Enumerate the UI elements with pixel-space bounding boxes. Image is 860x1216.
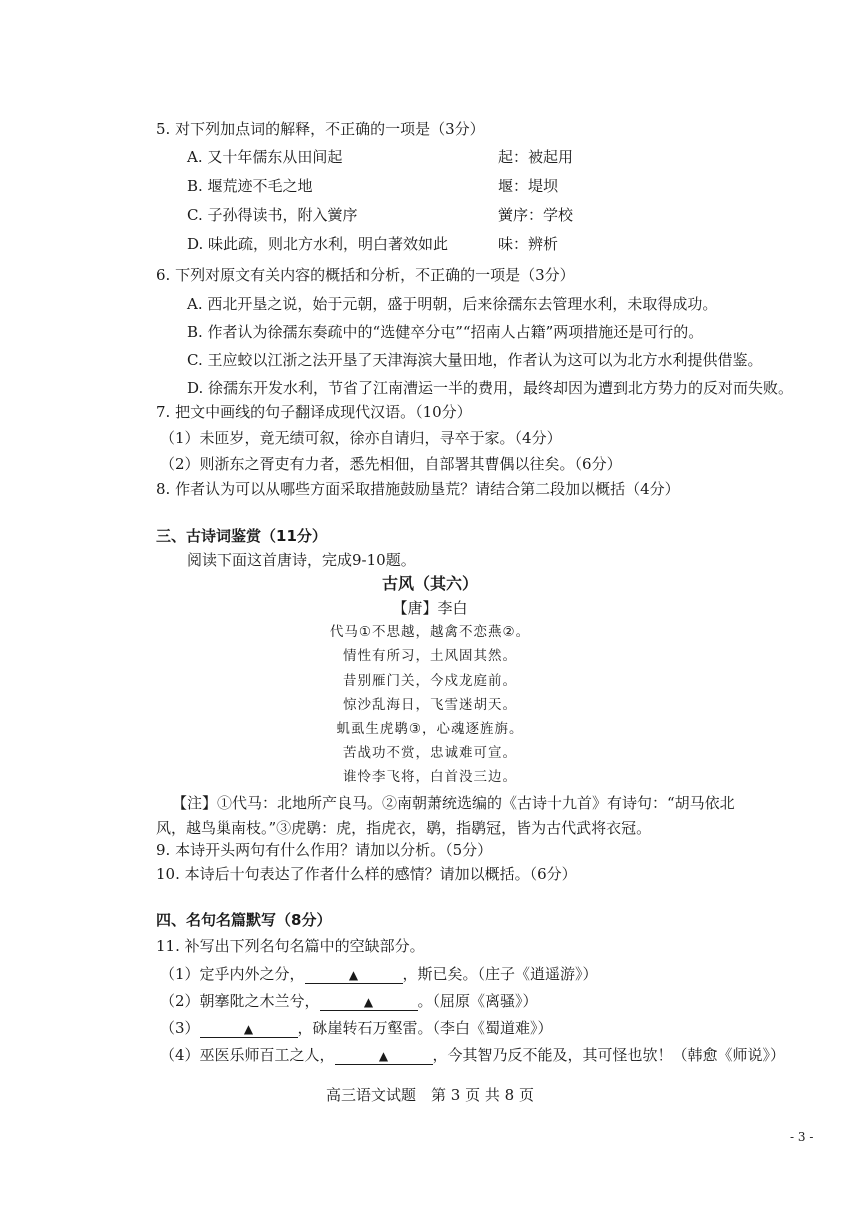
q5-option-c-def: 黉序：学校 — [498, 206, 574, 224]
q11-item-3 — [160, 1018, 553, 1038]
q6-option-a: A. 西北开垦之说，始于元朝，盛于明朝，后来徐孺东去管理水利，未取得成功。 — [187, 295, 718, 313]
blank-triangle-icon: ▲ — [378, 1049, 389, 1063]
fill-blank — [335, 1047, 433, 1065]
q11-item-post: ，今其智乃反不能及，其可怪也欤！（韩愈《师说》） — [432, 1046, 786, 1064]
q5-option-d-def: 味：辨析 — [498, 235, 559, 253]
fill-blank — [305, 966, 403, 984]
section-3-intro: 阅读下面这首唐诗，完成9-10题。 — [187, 551, 416, 569]
poem-line: 谁怜李飞将，白首没三边。 — [343, 769, 517, 785]
q11-item-4 — [160, 1045, 785, 1065]
page-number: - 3 - — [790, 1130, 814, 1144]
q11-item-pre: （2）朝搴阰之木兰兮， — [160, 992, 320, 1010]
fill-blank — [200, 1020, 298, 1038]
q7-stem: 7. 把文中画线的句子翻译成现代汉语。（10分） — [156, 403, 472, 421]
blank-triangle-icon: ▲ — [243, 1022, 254, 1036]
q5-option-d: D. 味此疏，则北方水利，明白著效如此 — [187, 235, 449, 253]
q5-option-b: B. 堰荒迹不毛之地 — [187, 177, 313, 195]
poem-line: 代马①不思越，越禽不恋燕②。 — [329, 624, 531, 640]
poem-note-line-1: 【注】①代马：北地所产良马。②南朝萧统选编的《古诗十九首》有诗句：“胡马依北 — [172, 794, 735, 812]
q7-item-1: （1）未匝岁，竟无绩可叙，徐亦自请归，寻卒于家。（4分） — [160, 429, 562, 447]
fill-blank — [320, 993, 418, 1011]
q6-option-c: C. 王应蛟以江浙之法开垦了天津海滨大量田地，作者认为这可以为北方水利提供借鉴。 — [187, 351, 763, 369]
q5-stem: 5. 对下列加点词的解释，不正确的一项是（3分） — [156, 120, 485, 138]
poem-note-line-2: 风，越鸟巢南枝。”③虎鹖：虎，指虎衣，鹖，指鹖冠，皆为古代武将衣冠。 — [156, 819, 652, 837]
q11-item-post: 。（屈原《离骚》） — [417, 992, 538, 1010]
poem-line: 虮虱生虎鹖③，心魂逐旌旃。 — [336, 721, 524, 737]
poem-line: 情性有所习，土风固其然。 — [343, 648, 517, 664]
poem-line: 惊沙乱海日，飞雪迷胡天。 — [343, 697, 517, 713]
q11-item-pre: （3） — [160, 1019, 200, 1037]
q11-item-pre: （4）巫医乐师百工之人， — [160, 1046, 335, 1064]
q11-item-2 — [160, 991, 538, 1011]
section-3-heading: 三、古诗词鉴赏（11分） — [156, 527, 327, 545]
poem-line: 苦战功不赏，忠诚难可宣。 — [343, 745, 517, 761]
q11-item-1 — [160, 964, 598, 984]
section-4-heading: 四、名句名篇默写（8分） — [156, 911, 332, 929]
page-footer: 高三语文试题 第 3 页 共 8 页 — [326, 1086, 534, 1104]
q11-item-pre: （1）定乎内外之分， — [160, 965, 305, 983]
q7-item-2: （2）则浙东之胥吏有力者，悉先相佃，自部署其曹偶以往矣。（6分） — [160, 455, 622, 473]
poem-author: 【唐】李白 — [392, 599, 468, 617]
q5-option-c: C. 子孙得读书，附入黉序 — [187, 206, 358, 224]
q10-stem: 10. 本诗后十句表达了作者什么样的感情？请加以概括。（6分） — [156, 865, 577, 883]
blank-triangle-icon: ▲ — [348, 968, 359, 982]
q5-option-b-def: 堰：堤坝 — [498, 177, 559, 195]
q6-stem: 6. 下列对原文有关内容的概括和分析，不正确的一项是（3分） — [156, 266, 575, 284]
q8-stem: 8. 作者认为可以从哪些方面采取措施鼓励垦荒？请结合第二段加以概括（4分） — [156, 480, 680, 498]
poem-line: 昔别雁门关，今戍龙庭前。 — [343, 673, 517, 689]
q11-item-post: ，斯已矣。（庄子《逍遥游》） — [402, 965, 598, 983]
blank-triangle-icon: ▲ — [363, 995, 374, 1009]
q11-stem: 11. 补写出下列名句名篇中的空缺部分。 — [156, 937, 425, 955]
q11-item-post: ，砯崖转石万壑雷。（李白《蜀道难》） — [297, 1019, 553, 1037]
q5-option-a: A. 又十年儒东从田间起 — [187, 148, 343, 166]
q5-option-a-def: 起：被起用 — [498, 148, 574, 166]
q6-option-d: D. 徐孺东开发水利，节省了江南漕运一半的费用，最终却因为遭到北方势力的反对而失败。 — [187, 379, 794, 397]
q6-option-b: B. 作者认为徐孺东奏疏中的“选健卒分屯”“招南人占籍”两项措施还是可行的。 — [187, 323, 704, 341]
poem-title: 古风（其六） — [381, 574, 478, 593]
q9-stem: 9. 本诗开头两句有什么作用？请加以分析。（5分） — [156, 841, 493, 859]
